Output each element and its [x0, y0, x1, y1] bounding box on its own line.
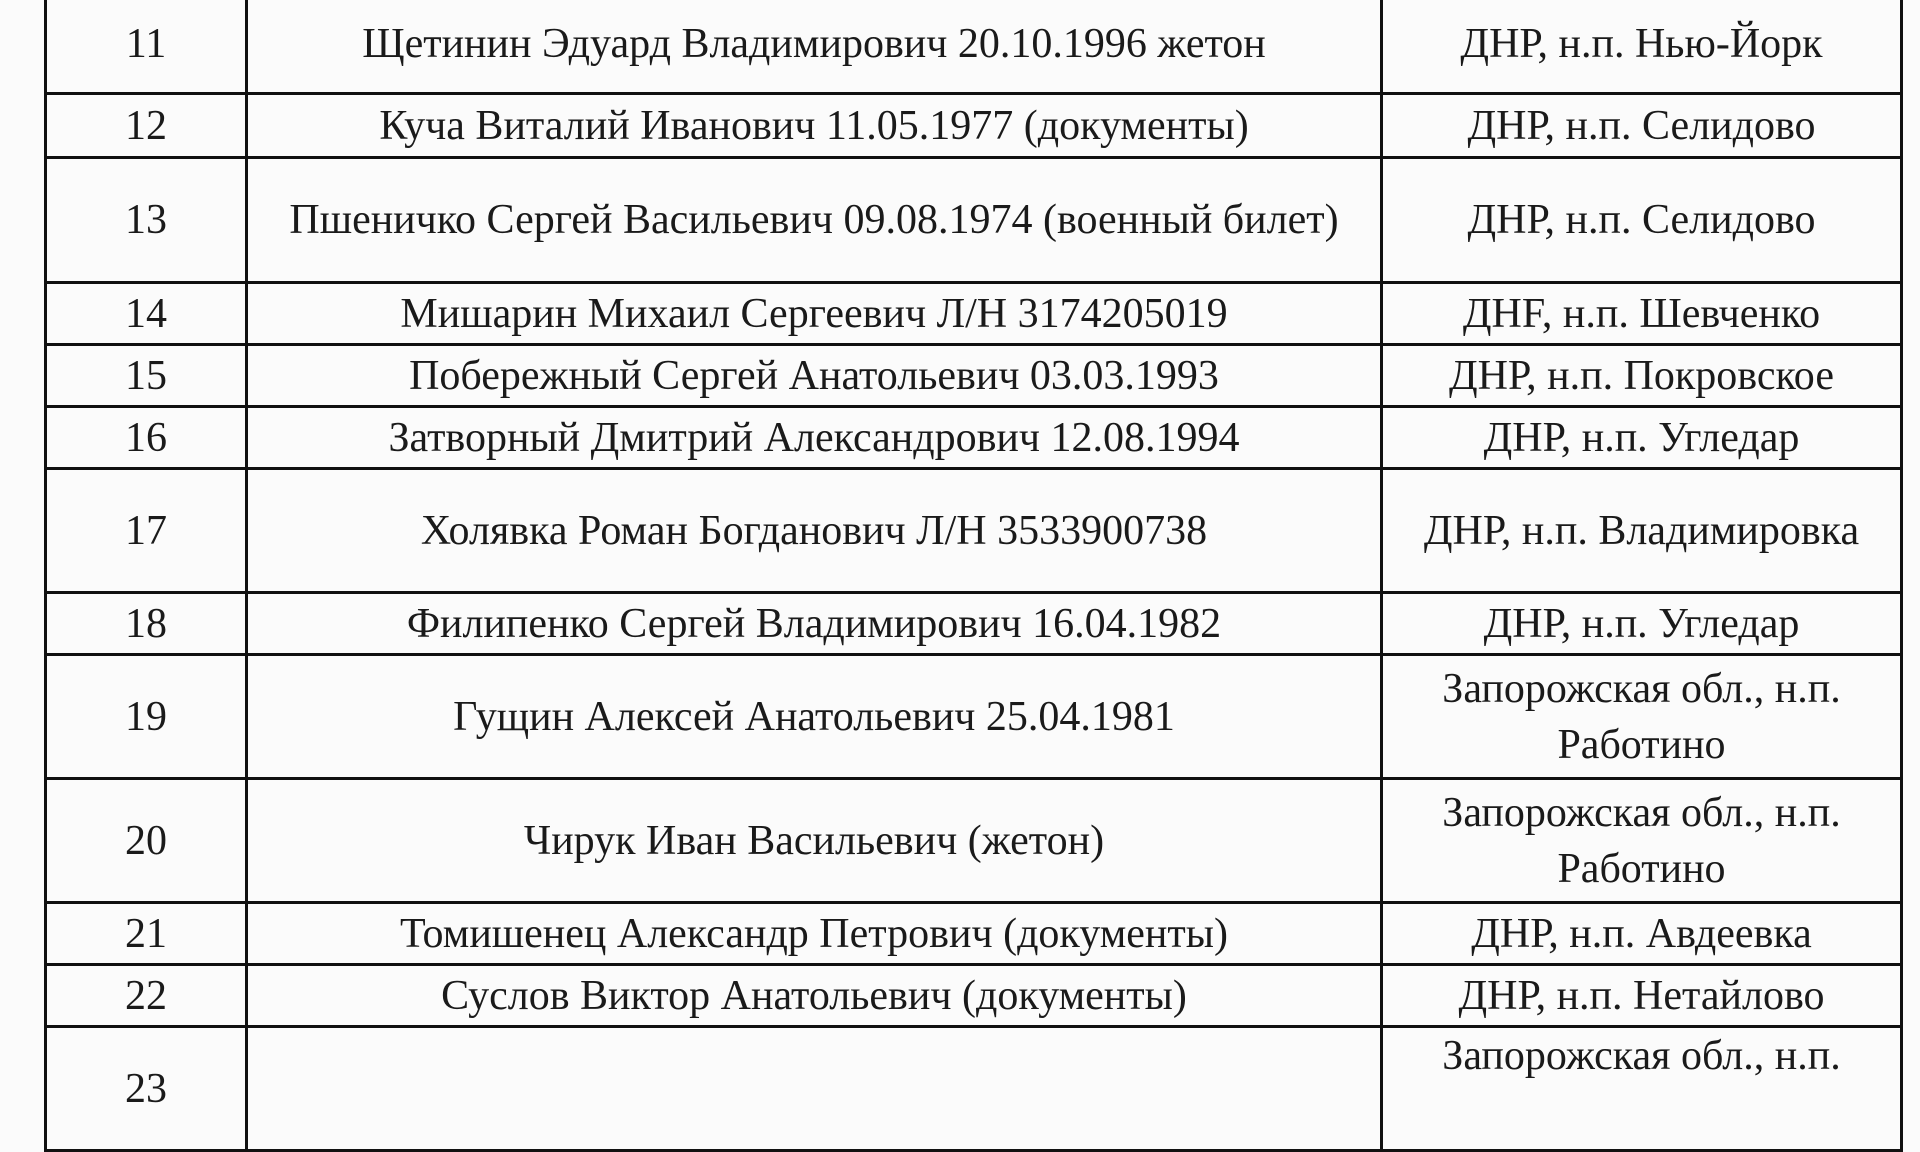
person-name: Гущин Алексей Анатольевич 25.04.1981 — [247, 655, 1382, 779]
location: ДНР, н.п. Угледар — [1382, 407, 1902, 469]
row-number: 15 — [46, 345, 247, 407]
location: ДНР, н.п. Селидово — [1382, 158, 1902, 283]
person-name — [247, 1027, 1382, 1151]
location: ДНР, н.п. Угледар — [1382, 593, 1902, 655]
location: ДНР, н.п. Покровское — [1382, 345, 1902, 407]
casualty-table — [44, 0, 1903, 1152]
table-row — [46, 407, 1902, 469]
person-name: Мишарин Михаил Сергеевич Л/Н 3174205019 — [247, 283, 1382, 345]
location: Запорожская обл., н.п. Работино — [1382, 779, 1902, 903]
location: Запорожская обл., н.п. — [1382, 1027, 1902, 1151]
location: ДНР, н.п. Нетайлово — [1382, 965, 1902, 1027]
table-row — [46, 158, 1902, 283]
location: ДНР, н.п. Нью-Йорк — [1382, 0, 1902, 94]
row-number: 18 — [46, 593, 247, 655]
row-number: 21 — [46, 903, 247, 965]
person-name: Куча Виталий Иванович 11.05.1977 (документы) — [247, 94, 1382, 158]
location: ДНР, н.п. Селидово — [1382, 94, 1902, 158]
row-number: 16 — [46, 407, 247, 469]
table-row — [46, 94, 1902, 158]
person-name: Щетинин Эдуард Владимирович 20.10.1996 жетон — [247, 0, 1382, 94]
row-number: 12 — [46, 94, 247, 158]
location: ДНР, н.п. Владимировка — [1382, 469, 1902, 593]
person-name: Пшеничко Сергей Васильевич 09.08.1974 (военный билет) — [247, 158, 1382, 283]
table-row — [46, 965, 1902, 1027]
person-name: Филипенко Сергей Владимирович 16.04.1982 — [247, 593, 1382, 655]
location: ДНF, н.п. Шевченко — [1382, 283, 1902, 345]
person-name: Побережный Сергей Анатольевич 03.03.1993 — [247, 345, 1382, 407]
table-row — [46, 903, 1902, 965]
person-name: Чирук Иван Васильевич (жетон) — [247, 779, 1382, 903]
table-row — [46, 469, 1902, 593]
table-row — [46, 593, 1902, 655]
row-number: 19 — [46, 655, 247, 779]
table-row — [46, 283, 1902, 345]
table-row — [46, 345, 1902, 407]
table-row — [46, 0, 1902, 94]
table-row — [46, 779, 1902, 903]
row-number: 17 — [46, 469, 247, 593]
table-row — [46, 655, 1902, 779]
location: Запорожская обл., н.п. Работино — [1382, 655, 1902, 779]
location: ДНР, н.п. Авдеевка — [1382, 903, 1902, 965]
person-name: Суслов Виктор Анатольевич (документы) — [247, 965, 1382, 1027]
row-number: 20 — [46, 779, 247, 903]
person-name: Затворный Дмитрий Александрович 12.08.1994 — [247, 407, 1382, 469]
person-name: Томишенец Александр Петрович (документы) — [247, 903, 1382, 965]
row-number: 13 — [46, 158, 247, 283]
row-number: 14 — [46, 283, 247, 345]
row-number: 11 — [46, 0, 247, 94]
person-name: Холявка Роман Богданович Л/Н 3533900738 — [247, 469, 1382, 593]
table-row — [46, 1027, 1902, 1151]
row-number: 22 — [46, 965, 247, 1027]
row-number: 23 — [46, 1027, 247, 1151]
